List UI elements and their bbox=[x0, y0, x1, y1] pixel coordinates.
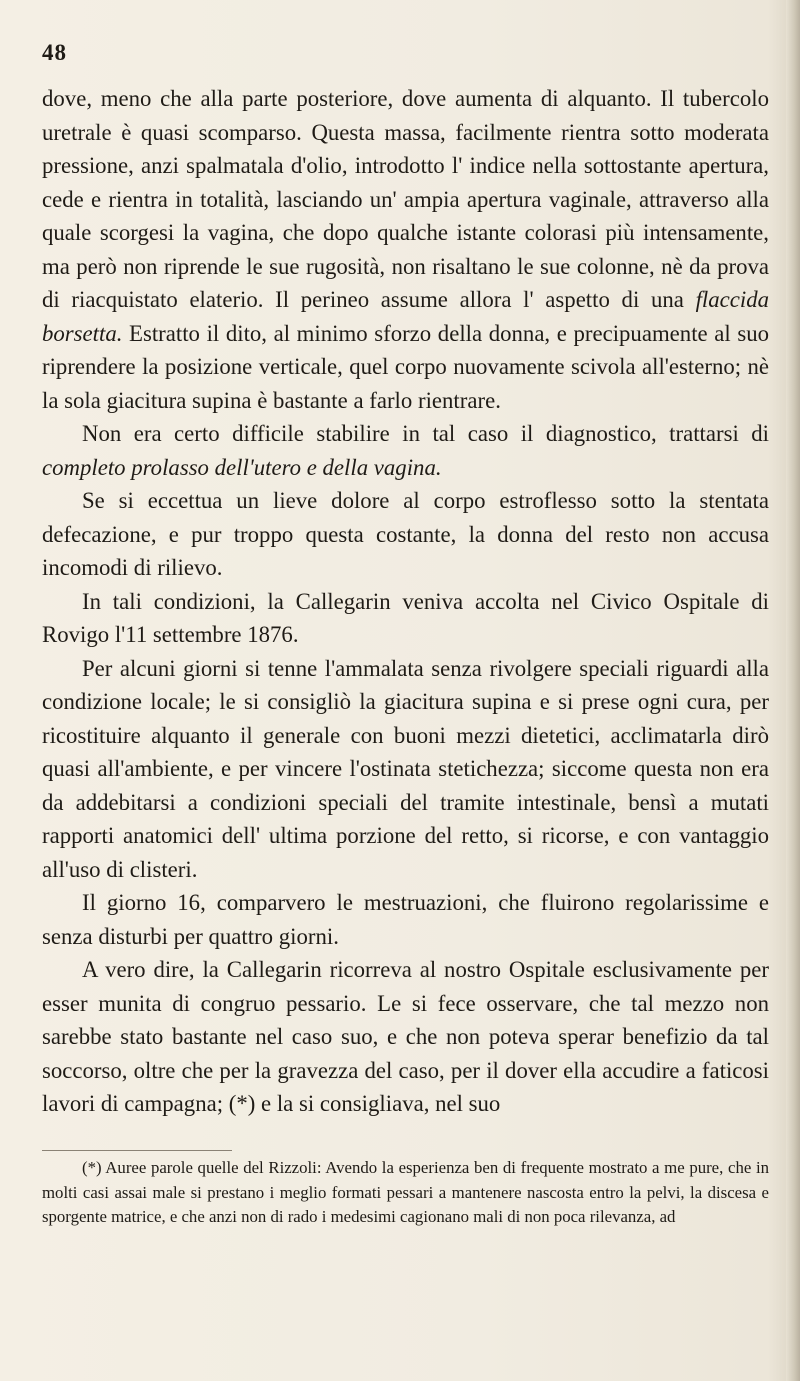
paragraph-6 bbox=[42, 886, 769, 953]
paragraph-2-italic: completo prolasso dell'utero e della vagina. bbox=[42, 454, 442, 480]
paragraph-1-italic: flaccida borsetta. bbox=[42, 287, 769, 346]
paragraph-4 bbox=[42, 585, 769, 652]
paragraph-3-text: Se si eccettua un lieve dolore al corpo estroflesso sotto la stentata defecazione, e pur troppo questa costante, la donna del resto non accusa incomodi di rilievo. bbox=[42, 488, 769, 580]
paragraph-2-text: Non era certo difficile stabilire in tal caso il diagnostico, trattarsi di bbox=[82, 421, 769, 446]
page-edge bbox=[786, 0, 800, 1381]
footnote-divider bbox=[42, 1150, 232, 1151]
paragraph-4-text: In tali condizioni, la Callegarin veniva accolta nel Civico Ospitale di Rovigo l'11 settembre 1876. bbox=[42, 588, 769, 647]
paragraph-7-text: A vero dire, la Callegarin ricorreva al nostro Ospitale esclusivamente per esser munita di congruo pessario. Le si fece osservare, che tal mezzo non sarebbe stato bastante nel caso suo, e che non poteva sperar benefizio da tal soccorso, oltre che per la gravezza del caso, per il dover ella accudire a faticosi lavori di campagna; (*) e la si consigliava, nel suo bbox=[42, 957, 769, 1116]
paragraph-3 bbox=[42, 484, 769, 585]
paragraph-1 bbox=[42, 82, 769, 417]
paragraph-1-text-1: dove, meno che alla parte posteriore, dove aumenta di alquanto. Il tubercolo uretrale è quasi scomparso. Questa massa, facilmente rientra sotto moderata pressione, anzi spalmatala d'olio, introdotto l' indice nella sottostante apertura, cede e rientra in totalità, lasciando un' ampia apertura vaginale, attraverso alla quale scorgesi la vagina, che dopo qualche istante colorasi più intensamente, ma però non riprende le sue rugosità, non risaltano le sue colonne, nè da prova di riacquistato elaterio. Il perineo assume allora l' aspetto di una bbox=[42, 86, 769, 312]
footnote-text: (*) Auree parole quelle del Rizzoli: Avendo la esperienza ben di frequente mostrato a me pure, che in molti casi assai male si prestano i meglio formati pessari a mantenere nascosta entro la pelvi, la discesa e sporgente matrice, e che anzi non di rado i medesimi cagionano mali di non poca rilevanza, ad bbox=[42, 1158, 769, 1226]
paragraph-5-text: Per alcuni giorni si tenne l'ammalata senza rivolgere speciali riguardi alla condizione locale; le si consigliò la giacitura supina e si prese ogni cura, per ricostituire alquanto il generale con buoni mezzi dietetici, acclimatarla dirò quasi all'ambiente, e per vincere l'ostinata stetichezza; siccome questa non era da addebitarsi a condizioni speciali del tramite intestinale, bensì a mutati rapporti anatomici dell' ultima porzione del retto, si ricorse, e con vantaggio all'uso di clisteri. bbox=[42, 655, 769, 882]
page-number: 48 bbox=[42, 40, 67, 65]
paragraph-5 bbox=[42, 652, 769, 887]
paragraph-1-text-2: Estratto il dito, al minimo sforzo della donna, e precipuamente al suo riprendere la posizione verticale, quel corpo nuovamente scivola all'esterno; nè la sola giacitura supina è bastante a farlo rientrare. bbox=[42, 320, 769, 413]
paragraph-2 bbox=[42, 417, 769, 484]
paragraph-7 bbox=[42, 953, 769, 1121]
paragraph-6-text: Il giorno 16, comparvero le mestruazioni, che fluirono regolarissime e senza disturbi per quattro giorni. bbox=[42, 890, 769, 949]
body-text bbox=[42, 82, 769, 1121]
footnote bbox=[42, 1156, 769, 1230]
